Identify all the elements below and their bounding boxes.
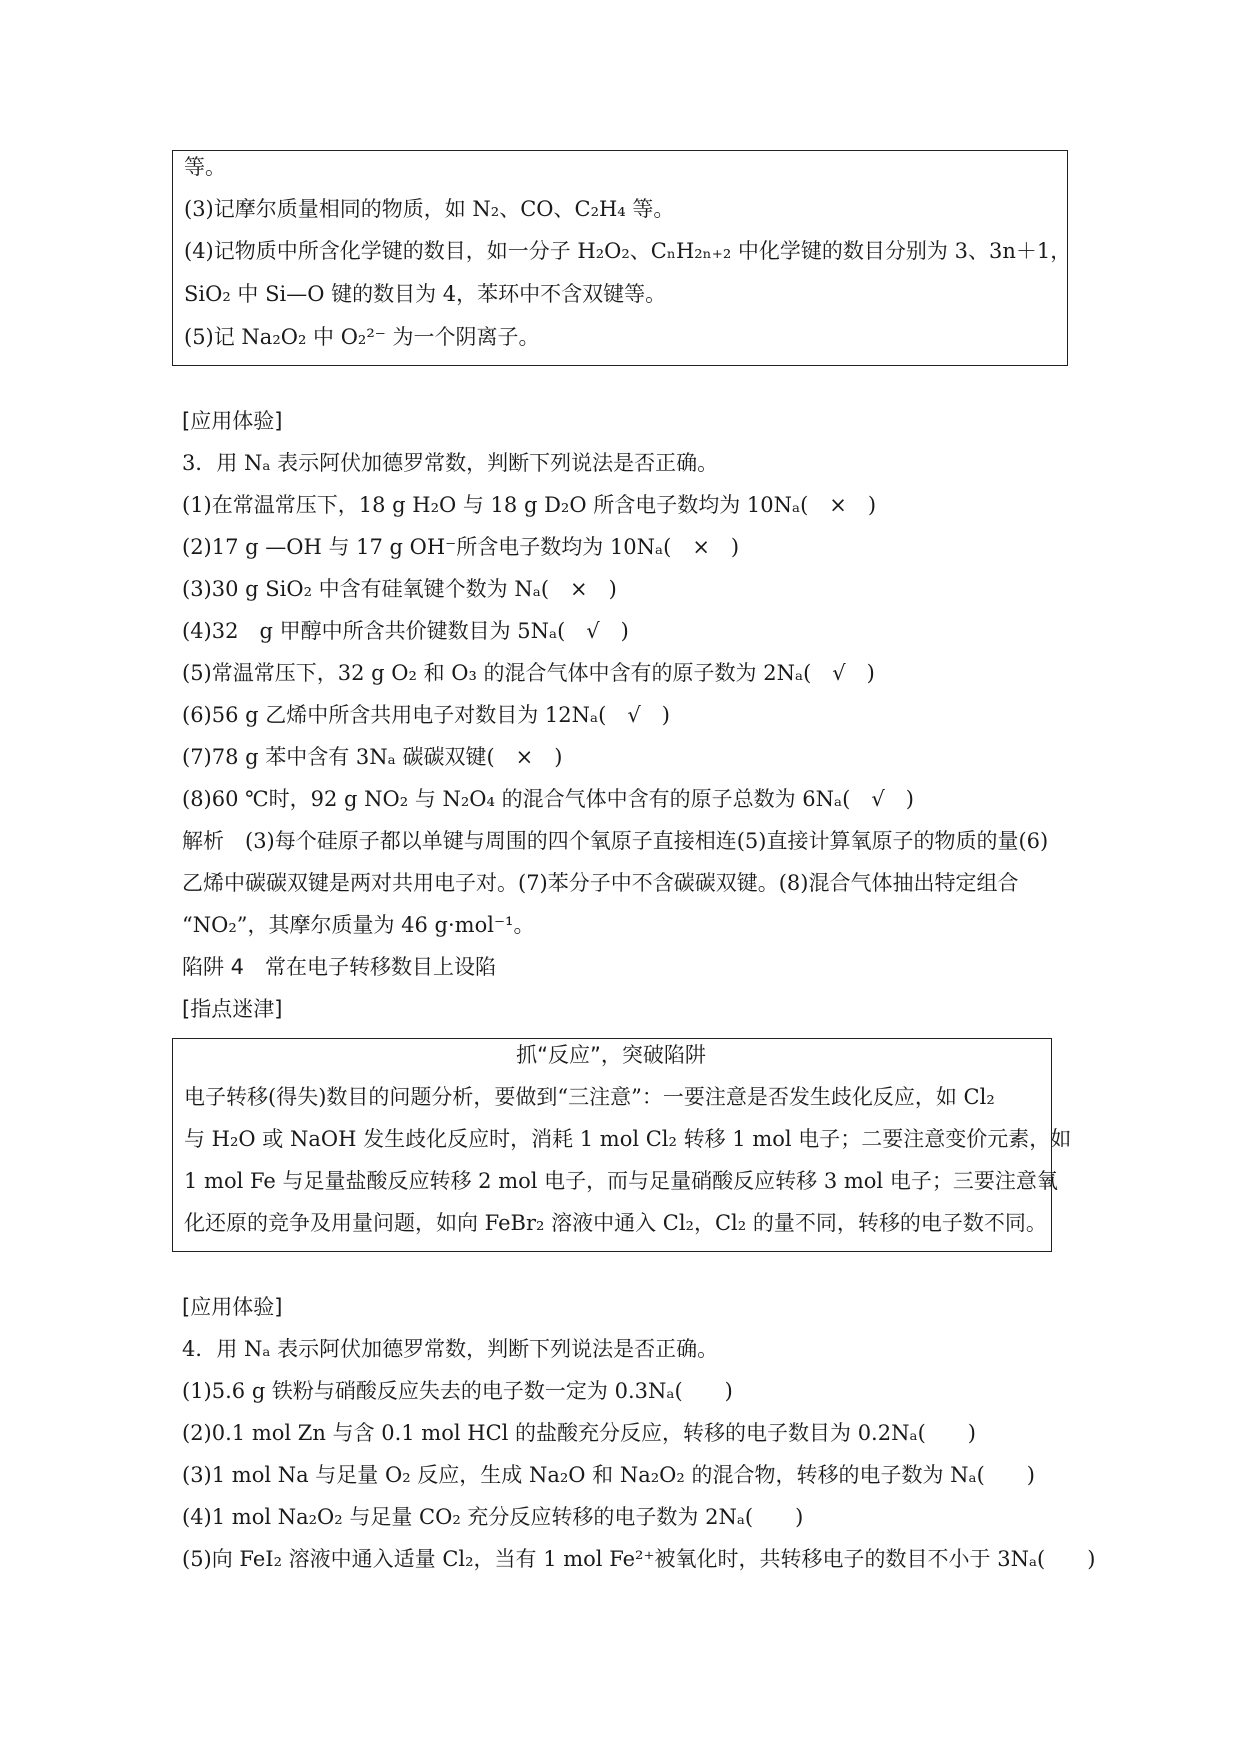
trap-title: 陷阱 4 常在电子转移数目上设陷: [182, 955, 497, 979]
tips-box-line: 1 mol Fe 与足量盐酸反应转移 2 mol 电子，而与足量硝酸反应转移 3 mol 电子；三要注意氧: [184, 1169, 1058, 1193]
box-line: 等。: [184, 155, 226, 179]
question-item: (2)0.1 mol Zn 与含 0.1 mol HCl 的盐酸充分反应，转移的电子数目为 0.2Nₐ( ): [182, 1421, 976, 1445]
question-item: (5)向 FeI₂ 溶液中通入适量 Cl₂，当有 1 mol Fe²⁺被氧化时，共转移电子的数目不小于 3Nₐ( ): [182, 1547, 1096, 1571]
question-item: (5)常温常压下，32 g O₂ 和 O₃ 的混合气体中含有的原子数为 2Nₐ( √ ): [182, 661, 875, 685]
analysis-line: 乙烯中碳碳双键是两对共用电子对。(7)苯分子中不含碳碳双键。(8)混合气体抽出特定组合: [182, 871, 1019, 895]
question-item: (3)1 mol Na 与足量 O₂ 反应，生成 Na₂O 和 Na₂O₂ 的混合物，转移的电子数为 Nₐ( ): [182, 1463, 1035, 1487]
section-heading: [应用体验]: [182, 1295, 283, 1319]
question-item: (8)60 ℃时，92 g NO₂ 与 N₂O₄ 的混合气体中含有的原子总数为 6Nₐ( √ ): [182, 787, 914, 811]
box-line: SiO₂ 中 Si—O 键的数目为 4，苯环中不含双键等。: [184, 282, 667, 306]
tips-heading: [指点迷津]: [182, 997, 283, 1021]
tips-box-line: 电子转移(得失)数目的问题分析，要做到“三注意”：一要注意是否发生歧化反应，如 Cl₂: [184, 1085, 995, 1109]
question-item: (1)在常温常压下，18 g H₂O 与 18 g D₂O 所含电子数均为 10Nₐ( × ): [182, 493, 877, 517]
box-line: (3)记摩尔质量相同的物质，如 N₂、CO、C₂H₄ 等。: [184, 197, 675, 221]
question-item: (2)17 g —OH 与 17 g OH⁻所含电子数均为 10Nₐ( × ): [182, 535, 740, 559]
question-item: (1)5.6 g 铁粉与硝酸反应失去的电子数一定为 0.3Nₐ( ): [182, 1379, 733, 1403]
tips-box-line: 化还原的竞争及用量问题，如向 FeBr₂ 溶液中通入 Cl₂，Cl₂ 的量不同，转移的电子数不同。: [184, 1211, 1047, 1235]
section-heading: [应用体验]: [182, 409, 283, 433]
question-4: 4．用 Nₐ 表示阿伏加德罗常数，判断下列说法是否正确。: [182, 1337, 719, 1361]
box-line: (5)记 Na₂O₂ 中 O₂²⁻ 为一个阴离子。: [184, 325, 540, 349]
question-item: (3)30 g SiO₂ 中含有硅氧键个数为 Nₐ( × ): [182, 577, 617, 601]
tips-box-title: 抓“反应”，突破陷阱: [516, 1043, 706, 1067]
question-3: 3．用 Nₐ 表示阿伏加德罗常数，判断下列说法是否正确。: [182, 451, 719, 475]
question-item: (4)1 mol Na₂O₂ 与足量 CO₂ 充分反应转移的电子数为 2Nₐ( ): [182, 1505, 804, 1529]
analysis-line: 解析 (3)每个硅原子都以单键与周围的四个氧原子直接相连(5)直接计算氧原子的物质的量(6): [182, 829, 1049, 853]
tips-box-line: 与 H₂O 或 NaOH 发生歧化反应时，消耗 1 mol Cl₂ 转移 1 mol 电子；二要注意变价元素，如: [184, 1127, 1072, 1151]
question-item: (6)56 g 乙烯中所含共用电子对数目为 12Nₐ( √ ): [182, 703, 670, 727]
question-item: (4)32 g 甲醇中所含共价键数目为 5Nₐ( √ ): [182, 619, 629, 643]
question-item: (7)78 g 苯中含有 3Nₐ 碳碳双键( × ): [182, 745, 563, 769]
box-line: (4)记物质中所含化学键的数目，如一分子 H₂O₂、CₙH₂ₙ₊₂ 中化学键的数目分别为 3、3n＋1，: [184, 239, 1072, 263]
analysis-line: “NO₂”，其摩尔质量为 46 g·mol⁻¹。: [182, 913, 535, 937]
